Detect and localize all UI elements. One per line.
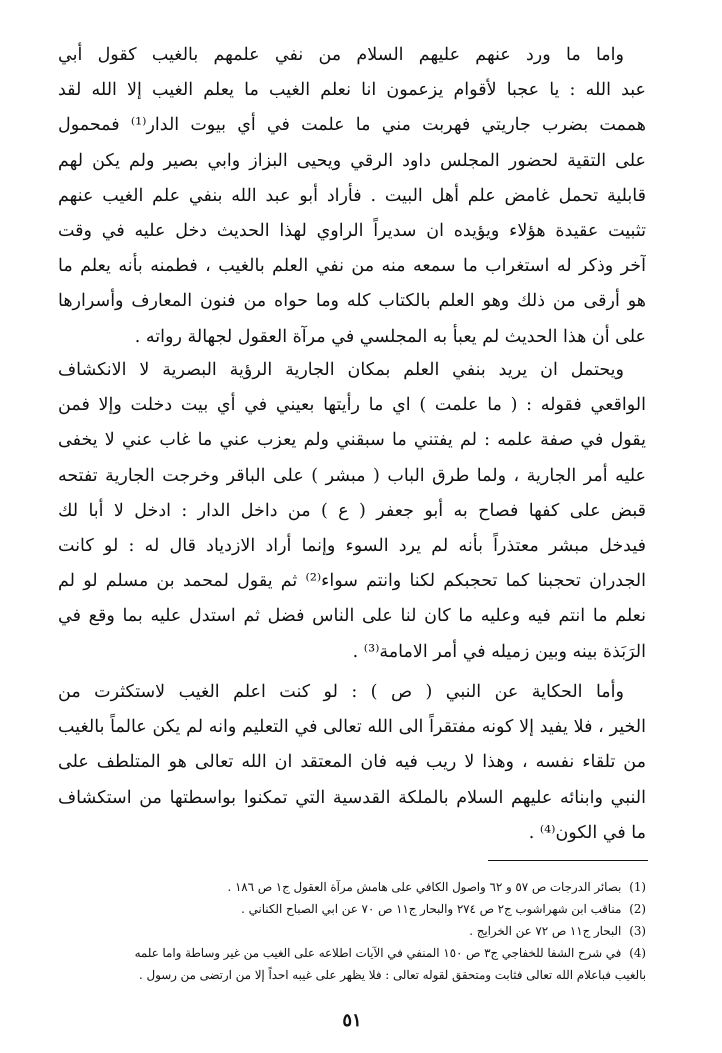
paragraph-2	[58, 353, 646, 670]
footnote-number: (3)	[629, 924, 646, 938]
text-line: يقول في صفة علمه : لم يفتني ما سبقني ولم يعزب عني ما غاب عني لا يخفى	[58, 430, 646, 451]
text-line: عبد الله : يا عجبا لأقوام يزعمون انا نعلم الغيب ما يعلم الغيب إلا الله لقد	[58, 80, 646, 101]
text-line: فيدخل مبشر معتذراً بأنه لم يرد السوء وإنما أراد الازدياد قال له : لو كانت	[58, 535, 646, 556]
footnote-4-continued	[58, 964, 646, 986]
paragraph-1	[58, 38, 646, 355]
text-line: الرَبَذة بينه وبين زميله في أمر الامامة⁽³⁾ .	[352, 641, 646, 662]
footnote-text: بصائر الدرجات ص ٥٧ و ٦٢ واصول الكافي على هامش مرآة العقول ج١ ص ١٨٦ .	[227, 880, 622, 894]
footnote-text: البحار ج١١ ص ٧٢ عن الخرايج .	[469, 924, 622, 938]
text-line: على أن هذا الحديث لم يعبأ به المجلسي في مرآة العقول لجهالة رواته .	[134, 326, 646, 347]
text-line: الواقعي فقوله : ( ما علمت ) اي ما رأيتها بعيني في أي بيت دخلت وإلا فمن	[58, 395, 646, 416]
footnote-text: مناقب ابن شهراشوب ج٢ ص ٢٧٤ والبحار ج١١ ص ٧٠ عن ابي الصباح الكناني .	[241, 902, 622, 916]
footnote-number: (2)	[629, 902, 646, 916]
text-line: تثبيت عقيدة هؤلاء ويؤيده ان سديراً الراوي لهذا الحديث دخل عليه في وقت	[58, 220, 646, 241]
footnote-divider	[488, 860, 648, 861]
text-line: وأما الحكاية عن النبي ( ص ) : لو كنت اعلم الغيب لاستكثرت من	[58, 682, 624, 702]
text-line: ويحتمل ان يريد بنفي العلم بمكان الجارية الرؤية البصرية لا الانكشاف	[58, 360, 624, 380]
text-line: الخير ، فلا يفيد إلا كونه مفتقراً الى الله تعالى في التعليم وانه لم يكن عالماً بالغيب	[58, 717, 646, 738]
paragraph-3	[58, 675, 646, 851]
text-line: واما ما ورد عنهم عليهم السلام من نفي علمهم بالغيب كقول أبي	[58, 45, 624, 65]
footnote-2	[58, 898, 646, 920]
text-line: هممت بضرب جاريتي فهربت مني ما علمت في أي بيوت الدار⁽¹⁾ فمحمول	[58, 115, 646, 136]
footnote-text: بالغيب فباعلام الله تعالى فثابت ومتحقق لقوله تعالى : فلا يظهر على غيبه احداً إلا من ارتضى من رسول .	[139, 968, 646, 982]
page-number: ٥١	[342, 1010, 362, 1031]
footnotes	[58, 876, 646, 986]
footnote-number: (4)	[629, 946, 646, 960]
text-line: الجدران تحجبنا كما تحجبكم لكنا وانتم سواء⁽²⁾ ثم يقول لمحمد بن مسلم لو لم	[58, 571, 646, 592]
text-line: ما في الكون⁽⁴⁾ .	[528, 822, 646, 843]
footnote-4	[58, 942, 646, 964]
text-line: نعلم ما انتم فيه وعليه ما كان لنا على الناس فضل ثم استدل عليه بما وقع في	[58, 606, 646, 627]
text-line: من تلقاء نفسه ، وهذا لا ريب فيه فان المعتقد ان الله تعالى هو المتلطف على	[58, 752, 646, 773]
footnote-text: في شرح الشفا للخفاجي ج٣ ص ١٥٠ المنفي في الآيات اطلاعه على الغيب من غير وساطة واما علمه	[134, 946, 622, 960]
text-line: على التقية لحضور المجلس داود الرقي ويحيى البزاز وابي بصير ولم يكن لهم	[58, 150, 646, 171]
footnote-3	[58, 920, 646, 942]
text-line: عليه أمر الجارية ، ولما طرق الباب ( مبشر ) على الباقر وخرجت الجارية تفتحه	[58, 465, 646, 486]
footnote-number: (1)	[629, 880, 646, 894]
text-line: آخر وذكر له استغراب ما سمعه منه من نفي العلم بالغيب ، فطمنه بأنه يعلم ما	[58, 256, 646, 277]
text-line: قابلية تحمل غامض علم أهل البيت . فأراد أبو عبد الله بنفي علم الغيب عنهم	[58, 185, 646, 206]
text-line: هو أرقى من ذلك وهو العلم بالكتاب كله وما حواه من فنون المعارف وأسرارها	[58, 291, 646, 312]
book-page	[58, 38, 646, 1038]
text-line: النبي وابنائه عليهم السلام بالملكة القدسية التي تمكنوا بواسطتها من استكشاف	[58, 787, 646, 808]
text-line: قبض على كفها فصاح به أبو جعفر ( ع ) من داخل الدار : ادخل لا أبا لك	[58, 500, 646, 521]
footnote-1	[58, 876, 646, 898]
